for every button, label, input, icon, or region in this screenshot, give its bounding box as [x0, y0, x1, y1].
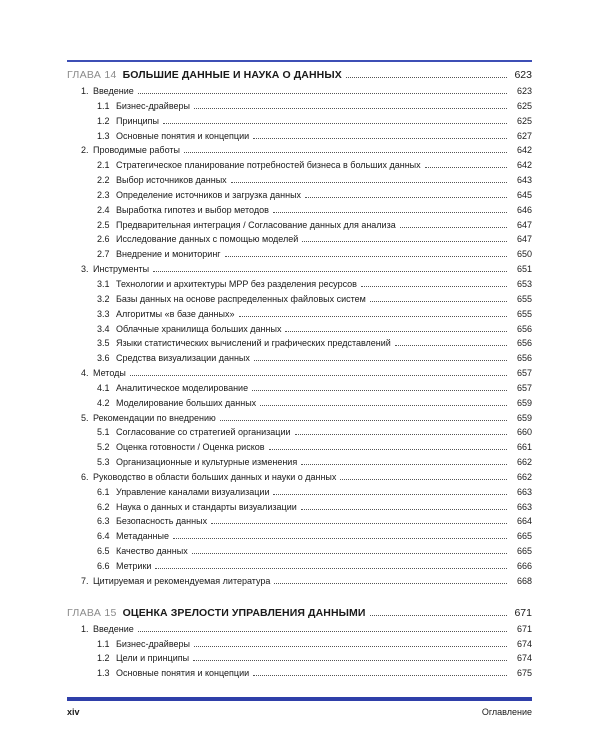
entry-page: 674	[516, 638, 532, 649]
entry-page: 643	[516, 175, 532, 186]
toc-subsection-entry[interactable]	[67, 203, 532, 218]
entry-page: 671	[514, 606, 532, 619]
entry-page: 623	[514, 69, 532, 81]
toc-subsection-entry[interactable]	[67, 544, 532, 559]
entry-number: 6.6	[97, 561, 110, 571]
toc-section-entry[interactable]	[67, 574, 532, 589]
entry-page: 653	[516, 278, 532, 289]
dot-leader	[273, 212, 507, 213]
entry-page: 668	[516, 575, 532, 586]
entry-number: 6.	[81, 471, 89, 482]
dot-leader	[153, 271, 507, 272]
entry-title: Руководство в области больших данных и науки о данных	[93, 471, 337, 482]
entry-number: 3.	[81, 264, 89, 275]
toc-subsection-entry[interactable]	[67, 500, 532, 515]
entry-number: 6.3	[97, 516, 110, 527]
entry-title: Проводимые работы	[93, 145, 180, 156]
entry-title: Основные понятия и концепции	[116, 130, 250, 141]
dot-leader	[253, 675, 507, 676]
entry-title: Организационные и культурные изменения	[116, 457, 298, 468]
entry-title: Технологии и архитектуры MPP без разделения ресурсов	[116, 278, 357, 289]
entry-number: 4.	[81, 368, 89, 379]
bottom-rule	[67, 697, 532, 701]
toc-subsection-entry[interactable]	[67, 514, 532, 529]
entry-title: Метаданные	[116, 531, 170, 542]
entry-title: Предварительная интеграция / Согласование данных для анализа	[116, 219, 396, 230]
dot-leader	[184, 152, 507, 153]
entry-title: Определение источников и загрузка данных	[116, 189, 302, 200]
dot-leader	[260, 405, 507, 406]
entry-number: 2.	[81, 145, 89, 156]
entry-title: Выбор источников данных	[116, 175, 227, 186]
entry-page: 656	[516, 353, 532, 364]
entry-page: 659	[516, 412, 532, 423]
entry-title: Средства визуализации данных	[116, 353, 250, 364]
footer-page-number: xiv	[67, 707, 80, 717]
toc-subsection-entry[interactable]	[67, 455, 532, 470]
dot-leader	[370, 615, 507, 616]
dot-leader	[400, 227, 507, 228]
toc-subsection-entry[interactable]	[67, 99, 532, 114]
entry-title: Языки статистических вычислений и графических представлений	[116, 338, 391, 349]
entry-number: 1.	[81, 623, 89, 634]
entry-title: Рекомендации по внедрению	[93, 412, 216, 423]
entry-number: 1.2	[97, 115, 110, 126]
dot-leader	[194, 108, 507, 109]
dot-leader	[163, 123, 507, 124]
toc-section-entry[interactable]	[67, 143, 532, 158]
toc-subsection-entry[interactable]	[67, 351, 532, 366]
toc-subsection-entry[interactable]	[67, 188, 532, 203]
entry-page: 665	[516, 546, 532, 557]
entry-page: 665	[516, 531, 532, 542]
entry-number: 1.1	[97, 100, 110, 111]
entry-number: ГЛАВА 14	[67, 69, 117, 81]
dot-leader	[155, 568, 507, 569]
dot-leader	[340, 479, 507, 480]
toc-section-entry[interactable]	[67, 411, 532, 426]
table-of-contents	[67, 67, 532, 681]
toc-subsection-entry[interactable]	[67, 485, 532, 500]
entry-number: 1.1	[97, 638, 110, 649]
dot-leader	[301, 464, 507, 465]
entry-title: Введение	[93, 623, 134, 634]
toc-subsection-entry[interactable]	[67, 336, 532, 351]
entry-page: 656	[516, 338, 532, 349]
dot-leader	[285, 331, 507, 332]
entry-title: Аналитическое моделирование	[116, 382, 249, 393]
dot-leader	[253, 138, 507, 139]
dot-leader	[254, 360, 507, 361]
toc-subsection-entry[interactable]	[67, 307, 532, 322]
dot-leader	[361, 286, 507, 287]
entry-page: 642	[516, 145, 532, 156]
dot-leader	[346, 77, 507, 78]
entry-number: 1.3	[97, 130, 110, 141]
dot-leader	[220, 420, 507, 421]
entry-title: БОЛЬШИЕ ДАННЫЕ И НАУКА О ДАННЫХ	[122, 69, 342, 81]
entry-page: 661	[516, 442, 532, 453]
entry-page: 660	[516, 427, 532, 438]
entry-number: 1.2	[97, 653, 110, 664]
toc-subsection-entry[interactable]	[67, 114, 532, 129]
toc-subsection-entry[interactable]	[67, 425, 532, 440]
dot-leader	[302, 241, 507, 242]
entry-page: 662	[516, 457, 532, 468]
toc-subsection-entry[interactable]	[67, 637, 532, 652]
entry-title: ОЦЕНКА ЗРЕЛОСТИ УПРАВЛЕНИЯ ДАННЫМИ	[122, 606, 366, 619]
entry-title: Качество данных	[116, 546, 188, 557]
entry-number: 7.	[81, 575, 89, 586]
entry-page: 627	[516, 130, 532, 141]
entry-title: Введение	[93, 86, 134, 96]
entry-page: 651	[516, 264, 532, 275]
entry-title: Стратегическое планирование потребностей бизнеса в больших данных	[116, 160, 421, 171]
entry-title: Основные понятия и концепции	[116, 668, 250, 679]
entry-number: 2.1	[97, 160, 110, 171]
entry-title: Безопасность данных	[116, 516, 208, 527]
entry-page: 664	[516, 516, 532, 527]
dot-leader	[239, 316, 508, 317]
entry-title: Моделирование больших данных	[116, 397, 257, 408]
entry-page: 663	[516, 501, 532, 512]
toc-subsection-entry[interactable]	[67, 559, 532, 574]
entry-title: Метрики	[116, 561, 152, 571]
entry-title: Бизнес-драйверы	[116, 638, 190, 649]
dot-leader	[425, 167, 507, 168]
toc-subsection-entry[interactable]	[67, 218, 532, 233]
entry-number: 5.2	[97, 442, 110, 453]
entry-title: Исследование данных с помощью моделей	[116, 234, 299, 245]
toc-subsection-entry[interactable]	[67, 651, 532, 666]
dot-leader	[211, 523, 507, 524]
dot-leader	[194, 646, 507, 647]
dot-leader	[395, 345, 507, 346]
toc-subsection-entry[interactable]	[67, 173, 532, 188]
dot-leader	[192, 553, 507, 554]
dot-leader	[301, 509, 507, 510]
entry-number: 3.2	[97, 293, 110, 304]
entry-number: 6.2	[97, 501, 110, 512]
entry-title: Облачные хранилища больших данных	[116, 323, 282, 334]
entry-number: 3.5	[97, 338, 110, 349]
entry-number: 5.	[81, 412, 89, 423]
entry-title: Базы данных на основе распределенных файловых систем	[116, 293, 366, 304]
entry-title: Управление каналами визуализации	[116, 486, 270, 497]
entry-page: 625	[516, 100, 532, 111]
entry-number: 1.3	[97, 668, 110, 679]
entry-number: 6.4	[97, 531, 110, 542]
entry-number: 2.3	[97, 189, 110, 200]
entry-page: 645	[516, 189, 532, 200]
dot-leader	[269, 449, 507, 450]
dot-leader	[130, 375, 507, 376]
toc-section-entry[interactable]	[67, 470, 532, 485]
entry-page: 655	[516, 293, 532, 304]
entry-page: 674	[516, 653, 532, 664]
dot-leader	[173, 538, 507, 539]
entry-page: 657	[516, 368, 532, 379]
entry-title: Методы	[93, 368, 126, 379]
dot-leader	[295, 434, 508, 435]
entry-page: 625	[516, 115, 532, 126]
entry-page: 642	[516, 160, 532, 171]
entry-page: 647	[516, 219, 532, 230]
dot-leader	[225, 256, 507, 257]
entry-title: Выработка гипотез и выбор методов	[116, 204, 269, 215]
entry-page: 666	[516, 561, 532, 571]
entry-page: 650	[516, 249, 532, 260]
toc-subsection-entry[interactable]	[67, 529, 532, 544]
entry-number: 4.2	[97, 397, 110, 408]
toc-subsection-entry[interactable]	[67, 322, 532, 337]
entry-number: 2.2	[97, 175, 110, 186]
entry-number: 2.4	[97, 204, 110, 215]
entry-title: Принципы	[116, 115, 159, 126]
entry-page: 646	[516, 204, 532, 215]
toc-subsection-entry[interactable]	[67, 440, 532, 455]
top-rule	[67, 60, 532, 62]
dot-leader	[370, 301, 507, 302]
entry-page: 675	[516, 668, 532, 679]
toc-section-entry[interactable]	[67, 622, 532, 637]
entry-title: Инструменты	[93, 264, 150, 275]
dot-leader	[274, 583, 507, 584]
entry-title: Внедрение и мониторинг	[116, 249, 221, 260]
entry-page: 659	[516, 397, 532, 408]
entry-number: 1.	[81, 86, 89, 96]
toc-subsection-entry[interactable]	[67, 666, 532, 681]
entry-title: Цели и принципы	[116, 653, 190, 664]
toc-subsection-entry[interactable]	[67, 158, 532, 173]
entry-page: 657	[516, 382, 532, 393]
toc-subsection-entry[interactable]	[67, 129, 532, 144]
entry-title: Алгоритмы «в базе данных»	[116, 308, 235, 319]
toc-subsection-entry[interactable]	[67, 277, 532, 292]
entry-number: 4.1	[97, 382, 110, 393]
chapter-heading[interactable]	[67, 605, 532, 622]
entry-title: Оценка готовности / Оценка рисков	[116, 442, 265, 453]
entry-number: 3.4	[97, 323, 110, 334]
dot-leader	[231, 182, 507, 183]
dot-leader	[193, 660, 507, 661]
dot-leader	[138, 631, 507, 632]
entry-number: 5.3	[97, 457, 110, 468]
toc-subsection-entry[interactable]	[67, 232, 532, 247]
entry-page: 623	[516, 86, 532, 96]
entry-page: 656	[516, 323, 532, 334]
entry-number: 2.6	[97, 234, 110, 245]
toc-subsection-entry[interactable]	[67, 292, 532, 307]
entry-page: 647	[516, 234, 532, 245]
entry-title: Бизнес-драйверы	[116, 100, 190, 111]
chapter-heading[interactable]	[67, 67, 532, 84]
toc-subsection-entry[interactable]	[67, 381, 532, 396]
entry-number: 6.1	[97, 486, 110, 497]
dot-leader	[305, 197, 507, 198]
entry-number: 3.6	[97, 353, 110, 364]
entry-number: 3.3	[97, 308, 110, 319]
dot-leader	[273, 494, 507, 495]
entry-page: 662	[516, 471, 532, 482]
entry-number: 6.5	[97, 546, 110, 557]
toc-section-entry[interactable]	[67, 84, 532, 99]
dot-leader	[252, 390, 507, 391]
toc-subsection-entry[interactable]	[67, 396, 532, 411]
entry-number: ГЛАВА 15	[67, 606, 117, 619]
dot-leader	[138, 93, 507, 94]
entry-page: 671	[516, 623, 532, 634]
entry-page: 655	[516, 308, 532, 319]
entry-number: 3.1	[97, 278, 110, 289]
toc-subsection-entry[interactable]	[67, 247, 532, 262]
toc-section-entry[interactable]	[67, 366, 532, 381]
entry-number: 2.7	[97, 249, 110, 260]
footer-section-title: Оглавление	[481, 707, 532, 717]
entry-page: 663	[516, 486, 532, 497]
entry-title: Цитируемая и рекомендуемая литература	[93, 575, 271, 586]
entry-title: Согласование со стратегией организации	[116, 427, 291, 438]
entry-title: Наука о данных и стандарты визуализации	[116, 501, 297, 512]
entry-number: 5.1	[97, 427, 110, 438]
entry-number: 2.5	[97, 219, 110, 230]
toc-section-entry[interactable]	[67, 262, 532, 277]
